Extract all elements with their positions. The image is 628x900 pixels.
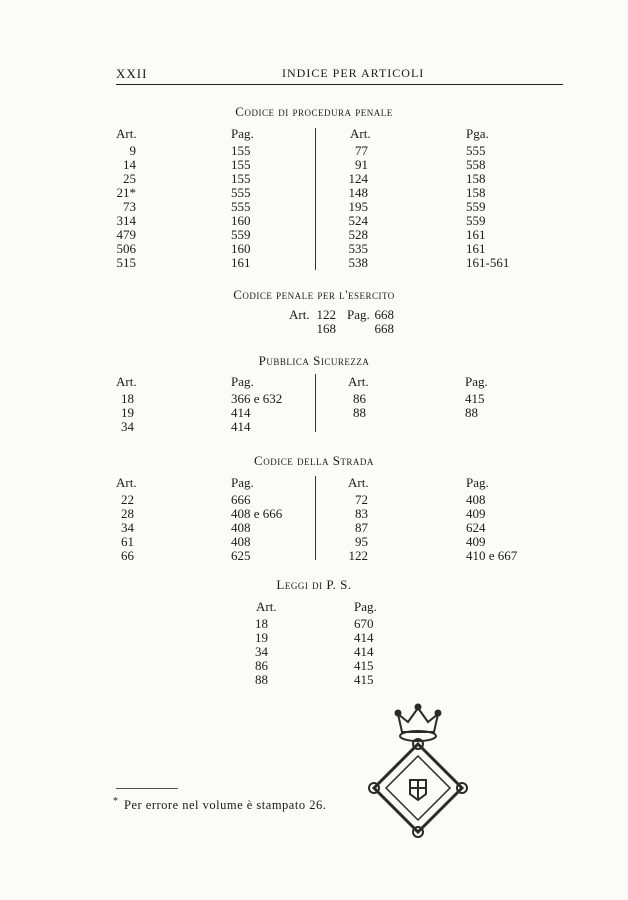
article-number: 28 xyxy=(121,506,134,521)
page-reference: 555 xyxy=(231,185,251,200)
column-header: Art. xyxy=(350,126,371,141)
article-number: 34 xyxy=(255,644,268,659)
article-number: 538 xyxy=(348,255,368,270)
article-number: 124 xyxy=(348,171,368,186)
page-reference: 158 xyxy=(466,171,486,186)
footnote-text: Per errore nel volume è stampato 26. xyxy=(124,798,327,812)
page-reference: 160 xyxy=(231,241,251,256)
article-number: 66 xyxy=(121,548,134,563)
article-number: 34 xyxy=(121,419,134,434)
column-header: Pag. xyxy=(231,126,254,141)
page-reference: 408 xyxy=(231,534,251,549)
column-header: Pag. xyxy=(466,475,489,490)
column-header: Pag. xyxy=(465,374,488,389)
page-reference: 555 xyxy=(466,143,486,158)
esercito-art-value: 168 xyxy=(316,321,336,336)
page-reference: 625 xyxy=(231,548,251,563)
article-number: 88 xyxy=(255,672,268,687)
page-reference: 88 xyxy=(465,405,478,420)
page-reference: 415 xyxy=(354,658,374,673)
page-reference: 409 xyxy=(466,534,486,549)
article-number: 91 xyxy=(355,157,368,172)
page-reference: 559 xyxy=(466,213,486,228)
running-title: INDICE PER ARTICOLI xyxy=(282,66,425,80)
article-number: 87 xyxy=(355,520,368,535)
section-title-leggi: Leggi di P. S. xyxy=(276,577,352,592)
column-divider xyxy=(315,476,316,560)
article-number: 18 xyxy=(255,616,268,631)
footnote-rule xyxy=(116,788,178,789)
page-reference: 155 xyxy=(231,171,251,186)
page-reference: 559 xyxy=(466,199,486,214)
article-number: 18 xyxy=(121,391,134,406)
library-stamp xyxy=(362,700,474,846)
page-reference: 558 xyxy=(466,157,486,172)
esercito-art-label: Art. xyxy=(289,307,310,322)
esercito-pag-value: 668 xyxy=(374,321,394,336)
article-number: 86 xyxy=(255,658,268,673)
page-reference: 414 xyxy=(354,644,374,659)
article-number: 72 xyxy=(355,492,368,507)
article-number: 14 xyxy=(123,157,136,172)
article-number: 9 xyxy=(129,143,136,158)
article-number: 22 xyxy=(121,492,134,507)
article-number: 83 xyxy=(355,506,368,521)
column-header: Art. xyxy=(116,126,137,141)
article-number: 88 xyxy=(353,405,366,420)
article-number: 515 xyxy=(116,255,136,270)
page-reference: 670 xyxy=(354,616,374,631)
article-number: 314 xyxy=(116,213,136,228)
page-reference: 160 xyxy=(231,213,251,228)
page-reference: 366 e 632 xyxy=(231,391,283,406)
column-header: Art. xyxy=(348,374,369,389)
column-header: Pag. xyxy=(231,374,254,389)
page-reference: 158 xyxy=(466,185,486,200)
article-number: 77 xyxy=(355,143,368,158)
page-reference: 408 e 666 xyxy=(231,506,283,521)
column-header: Art. xyxy=(116,475,137,490)
page-reference: 161 xyxy=(466,241,486,256)
page-reference: 414 xyxy=(354,630,374,645)
column-header: Pag. xyxy=(231,475,254,490)
article-number: 95 xyxy=(355,534,368,549)
article-number: 506 xyxy=(116,241,136,256)
page-reference: 559 xyxy=(231,227,251,242)
article-number: 195 xyxy=(348,199,368,214)
header-rule xyxy=(116,84,563,85)
column-header: Art. xyxy=(256,599,277,614)
article-number: 21* xyxy=(116,185,136,200)
page-reference: 666 xyxy=(231,492,251,507)
column-header: Art. xyxy=(348,475,369,490)
page-reference: 555 xyxy=(231,199,251,214)
page-reference: 155 xyxy=(231,143,251,158)
page-reference: 155 xyxy=(231,157,251,172)
esercito-pag-value: 668 xyxy=(374,307,394,322)
crown-icon xyxy=(398,708,438,732)
page-reference: 161 xyxy=(466,227,486,242)
page-reference: 161 xyxy=(231,255,251,270)
page-number: XXII xyxy=(116,66,148,81)
section-title-esercito: Codice penale per l'esercito xyxy=(233,287,395,302)
footnote-marker: * xyxy=(113,796,118,807)
page-reference: 161-561 xyxy=(466,255,510,270)
article-number: 61 xyxy=(121,534,134,549)
article-number: 25 xyxy=(123,171,136,186)
article-number: 148 xyxy=(348,185,368,200)
article-number: 479 xyxy=(116,227,136,242)
article-number: 535 xyxy=(348,241,368,256)
page-reference: 624 xyxy=(466,520,486,535)
article-number: 122 xyxy=(348,548,368,563)
article-number: 73 xyxy=(123,199,136,214)
page-reference: 415 xyxy=(354,672,374,687)
column-header: Pag. xyxy=(354,599,377,614)
article-number: 19 xyxy=(255,630,268,645)
page-reference: 414 xyxy=(231,405,251,420)
section-title-sicurezza: Pubblica Sicurezza xyxy=(258,353,370,368)
column-header: Pga. xyxy=(466,126,489,141)
article-number: 86 xyxy=(353,391,366,406)
page-reference: 408 xyxy=(466,492,486,507)
column-divider xyxy=(315,128,316,270)
page-reference: 415 xyxy=(465,391,485,406)
article-number: 524 xyxy=(348,213,368,228)
column-divider xyxy=(315,374,316,432)
article-number: 528 xyxy=(348,227,368,242)
section-title-procedura: Codice di procedura penale xyxy=(235,104,393,119)
stamp-text xyxy=(362,846,363,847)
page-reference: 414 xyxy=(231,419,251,434)
page-reference: 410 e 667 xyxy=(466,548,518,563)
page-reference: 408 xyxy=(231,520,251,535)
page-reference: 409 xyxy=(466,506,486,521)
section-title-strada: Codice della Strada xyxy=(254,453,374,468)
esercito-pag-label: Pag. xyxy=(347,307,370,322)
article-number: 34 xyxy=(121,520,134,535)
article-number: 19 xyxy=(121,405,134,420)
column-header: Art. xyxy=(116,374,137,389)
esercito-art-value: 122 xyxy=(316,307,336,322)
